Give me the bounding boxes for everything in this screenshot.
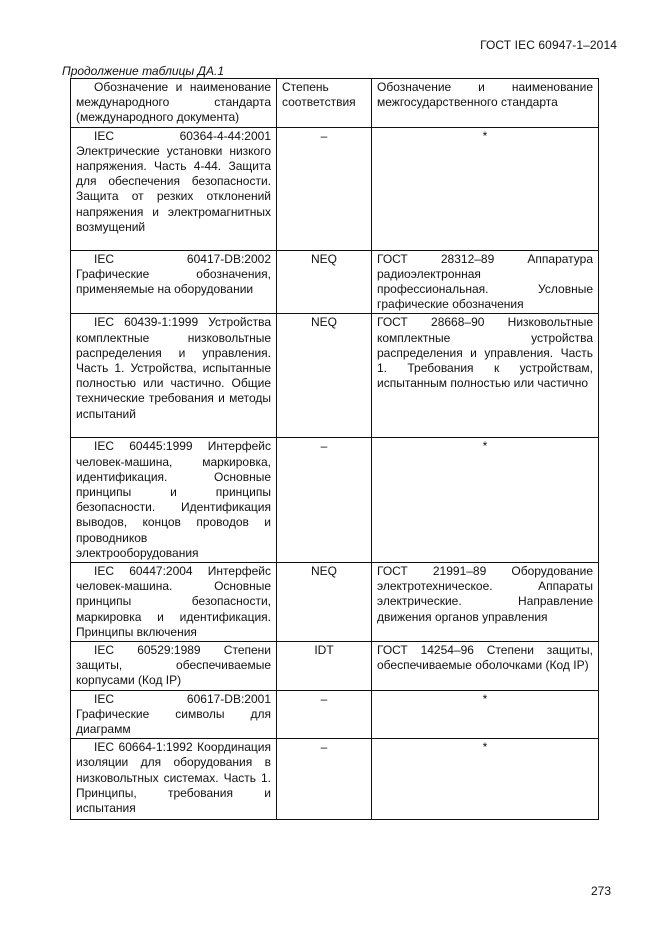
international-standard-cell: IEC 60439-1:1999 Устройства комплектные низковольтные распределения и управления. Часть 1. Устройства, испытанные полностью или частично. Общие технические требования и методы испытаний [71,314,277,438]
column-header-degree: Степень соответствия [277,79,372,128]
interstate-standard-cell: * [372,127,599,250]
column-header-interstate: Обозначение и наименование межгосударственного стандарта [372,79,599,128]
interstate-standard-cell: * [372,438,599,563]
international-standard-cell: IEC 60417-DB:2002 Графические обозначения, применяемые на оборудовании [71,250,277,314]
degree-cell: IDT [277,642,372,691]
international-standard-cell: IEC 60445:1999 Интерфейс человек-машина, маркировка, идентификация. Основные принципы и принципы безопасности. Идентификация выводов, концов проводов и проводников электрооборудования [71,438,277,563]
international-standard-cell: IEC 60447:2004 Интерфейс человек-машина. Основные принципы безопасности, маркировка и идентификация. Принципы включения [71,563,277,642]
interstate-standard-cell: * [372,739,599,820]
international-standard-cell: IEC 60617-DB:2001 Графические символы для диаграмм [71,690,277,739]
document-header: ГОСТ IEC 60947-1–2014 [480,38,617,52]
table-row [71,314,599,438]
international-standard-cell: IEC 60529:1989 Степени защиты, обеспечиваемые корпусами (Код IP) [71,642,277,691]
degree-cell: NEQ [277,563,372,642]
degree-cell: – [277,690,372,739]
standards-table [70,78,599,820]
table-row [71,127,599,250]
table-row [71,250,599,314]
interstate-standard-cell: ГОСТ 28312–89 Аппаратура радиоэлектронная профессиональная. Условные графические обозначения [372,250,599,314]
table-header-row [71,79,599,128]
table-row [71,438,599,563]
international-standard-cell: IEC 60364-4-44:2001 Электрические установки низкого напряжения. Часть 4-44. Защита для обеспечения безопасности. Защита от резких отклонений напряжения и электромагнитных возмущений [71,127,277,250]
interstate-standard-cell: ГОСТ 14254–96 Степени защиты, обеспечиваемые оболочками (Код IP) [372,642,599,691]
page-number: 273 [590,884,611,898]
interstate-standard-cell: * [372,690,599,739]
table-row [71,739,599,820]
international-standard-cell: IEC 60664-1:1992 Координация изоляции для оборудования в низковольтных системах. Часть 1. Принципы, требования и испытания [71,739,277,820]
degree-cell: NEQ [277,250,372,314]
degree-cell: – [277,127,372,250]
degree-cell: – [277,739,372,820]
table-row [71,642,599,691]
degree-cell: – [277,438,372,563]
table-caption: Продолжение таблицы ДА.1 [62,64,225,78]
table-row [71,563,599,642]
column-header-international: Обозначение и наименование международного стандарта (международного документа) [71,79,277,128]
interstate-standard-cell: ГОСТ 28668–90 Низковольтные комплектные устройства распределения и управления. Часть 1. Требования к устройствам, испытанным полностью или частично [372,314,599,438]
table-row [71,690,599,739]
degree-cell: NEQ [277,314,372,438]
interstate-standard-cell: ГОСТ 21991–89 Оборудование электротехническое. Аппараты электрические. Направление движения органов управления [372,563,599,642]
